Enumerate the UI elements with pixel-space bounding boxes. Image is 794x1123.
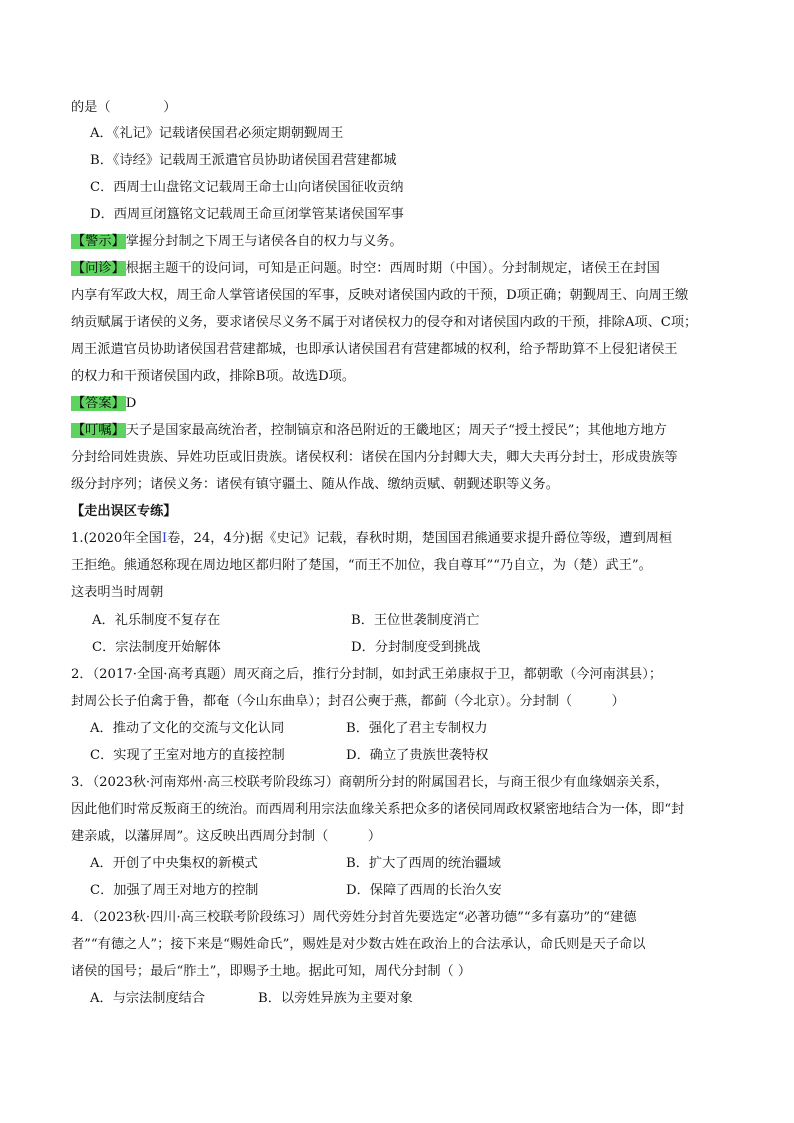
q3-line-3: 建亲戚，以藩屏周”。这反映出西周分封制（ ） <box>71 829 382 844</box>
q1-option-a: A．礼乐制度不复存在 <box>92 613 221 628</box>
q3-line-2: 因此他们时常反叛商王的统治。而西周利用宗法血缘关系把众多的诸侯同周政权紧密地结合为一体，即“封 <box>71 802 685 817</box>
diagnosis-line-3: 纳贡赋属于诸侯的义务，要求诸侯尽义务不属于对诸侯权力的侵夺和对诸侯国内政的干预，排除A项、C项； <box>71 315 698 330</box>
q3-number: 3． <box>71 775 93 790</box>
q3-source: （2023秋·河南郑州·高三校联考阶段练习） <box>92 775 339 790</box>
q1-option-b: B．王位世袭制度消亡 <box>351 613 480 628</box>
q2-text-1: 周灭商之后，推行分封制，如封武王弟康叔于卫，都朝歌（今河南淇县）； <box>233 667 663 682</box>
q1-option-c: C．宗法制度开始解体 <box>92 640 221 655</box>
diagnosis-line-2: 内享有军政大权，周王命人掌管诸侯国的军事，反映对诸侯国内政的干预，D项正确；朝觐周王、向周王缴 <box>71 288 689 303</box>
q1-line-3: 这表明当时周朝 <box>71 585 164 600</box>
q1-line-2: 王拒绝。熊通怒称现在周边地区都归附了楚国，“而王不加位，我自尊耳”“乃自立，为（楚）武王”。 <box>71 558 652 573</box>
q3-option-d: D．保障了西周的长治久安 <box>346 883 502 898</box>
q1-source-close: 卷，24，4分) <box>167 531 251 546</box>
reminder-tag: 【叮嘱】 <box>72 423 125 438</box>
answer-text: D <box>125 396 137 411</box>
q4-line-2: 者”“有德之人”；接下来是“赐姓命氏”，赐姓是对少数古姓在政治上的合法承认，命氏则是天子命以 <box>71 937 646 952</box>
q2-option-d: D．确立了贵族世袭特权 <box>346 748 489 763</box>
q1-source-roman: Ⅰ <box>161 531 168 546</box>
option-a: A．《礼记》记载诸侯国君必须定期朝觐周王 <box>90 126 344 141</box>
q1-source-open: (2020年全国 <box>83 531 162 546</box>
option-d: D．西周亘闭簋铭文记载周王命亘闭掌管某诸侯国军事 <box>90 207 404 222</box>
warning-tag: 【警示】 <box>72 234 125 249</box>
q1-line-1 <box>71 529 672 549</box>
q2-number: 2． <box>71 667 93 682</box>
q4-source: （2023秋·四川·高三校联考阶段练习） <box>92 910 313 925</box>
warning-text: 掌握分封制之下周王与诸侯各自的权力与义务。 <box>125 234 403 249</box>
q1-option-d: D．分封制度受到挑战 <box>351 640 481 655</box>
q2-source: （2017·全国·高考真题） <box>92 667 234 682</box>
q3-option-a: A．开创了中央集权的新模式 <box>90 856 258 871</box>
q4-text-1: 周代旁姓分封首先要选定“必著功德”“多有嘉功”的“建德 <box>312 910 637 925</box>
diagnosis-tag: 【问诊】 <box>72 261 125 276</box>
reminder-line-1 <box>71 421 667 441</box>
q3-text-1: 商朝所分封的附属国君长，与商王很少有血缘姻亲关系， <box>338 775 669 790</box>
reminder-text-1: 天子是国家最高统治者，控制镐京和洛邑附近的王畿地区；周天子“授土授民”；其他地方地方 <box>125 423 667 438</box>
diagnosis-text-1: 根据主题干的设问词，可知是正问题。时空：西周时期（中国）。分封制规定，诸侯王在封国 <box>125 261 660 276</box>
answer-line <box>71 394 136 414</box>
q4-line-1 <box>71 908 636 928</box>
warning-line <box>71 232 403 252</box>
answer-tag: 【答案】 <box>72 396 125 411</box>
reminder-line-2: 分封给同姓贵族、异姓功臣或旧贵族。诸侯权利：诸侯在国内分封卿大夫，卿大夫再分封士，形成贵族等 <box>71 450 678 465</box>
reminder-line-3: 级分封序列；诸侯义务：诸侯有镇守疆土、随从作战、缴纳贡赋、朝觐述职等义务。 <box>71 477 559 492</box>
q2-option-a: A．推动了文化的交流与文化认同 <box>90 721 285 736</box>
option-b: B．《诗经》记载周王派遣官员协助诸侯国君营建都城 <box>90 153 397 168</box>
q1-number: 1. <box>71 531 84 546</box>
q2-option-c: C．实现了王室对地方的直接控制 <box>90 748 285 763</box>
q1-text-1: 据《史记》记载，春秋时期，楚国国君熊通要求提升爵位等级，遭到周桓 <box>250 531 673 546</box>
q2-line-1 <box>71 665 662 685</box>
option-c: C．西周士山盘铭文记载周王命士山向诸侯国征收贡纳 <box>90 180 404 195</box>
question-stem-tail: 的是（ ） <box>71 100 177 115</box>
q4-number: 4． <box>71 910 93 925</box>
q3-option-b: B．扩大了西周的统治疆域 <box>346 856 501 871</box>
q4-option-a: A．与宗法制度结合 <box>90 991 206 1006</box>
q4-line-3: 诸侯的国号；最后“胙土”，即赐予土地。据此可知，周代分封制（ ） <box>71 964 472 979</box>
q3-line-1 <box>71 773 669 793</box>
q2-line-2: 封周公长子伯禽于鲁，都奄（今山东曲阜）；封召公奭于燕，都蓟（今北京）。分封制（ ） <box>71 694 625 709</box>
q4-option-b: B．以旁姓异族为主要对象 <box>258 991 413 1006</box>
diagnosis-line-4: 周王派遣官员协助诸侯国君营建都城，也即承认诸侯国君有营建都城的权利，给予帮助算不上侵犯诸侯王 <box>71 342 678 357</box>
diagnosis-line-1 <box>71 259 660 279</box>
q2-option-b: B．强化了君主专制权力 <box>346 721 488 736</box>
q3-option-c: C．加强了周王对地方的控制 <box>90 883 259 898</box>
section-title: 【走出误区专练】 <box>71 504 177 519</box>
diagnosis-line-5: 的权力和干预诸侯国内政，排除B项。故选D项。 <box>71 369 356 384</box>
